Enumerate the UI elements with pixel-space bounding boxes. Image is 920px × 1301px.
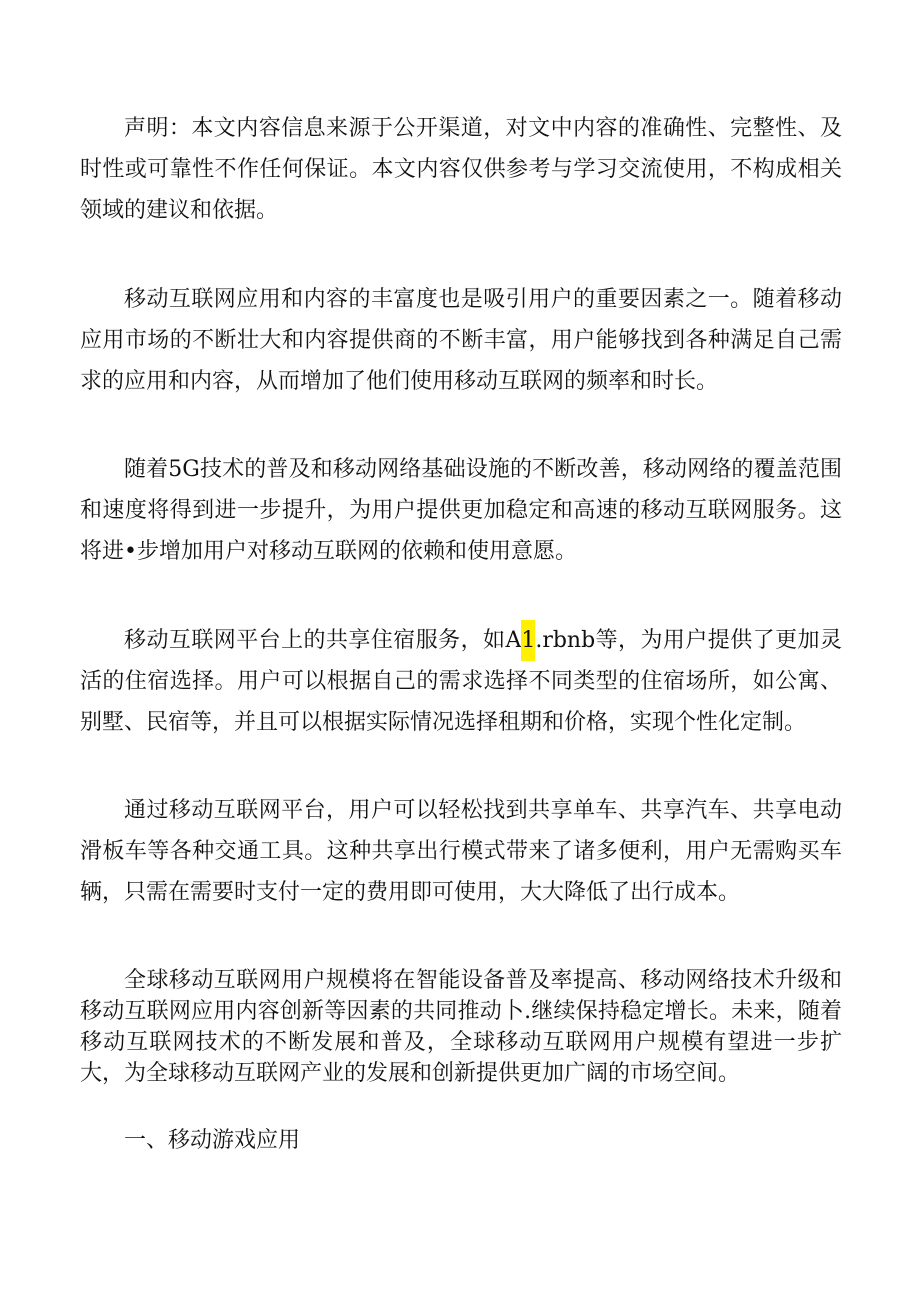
content-richness-paragraph: 移动互联网应用和内容的丰富度也是吸引用户的重要因素之一。随着移动应用市场的不断壮大和内容提供商的不断丰富，用户能够找到各种满足自己需求的应用和内容，从而增加了他们使用移动互联网的频率和时长。 <box>80 287 842 394</box>
section-heading: 一、移动游戏应用 <box>124 1128 301 1153</box>
global-users-paragraph: 全球移动互联网用户规模将在智能设备普及率提高、移动网络技术升级和移动互联网应用内容创新等因素的共同推动卜.继续保持稳定增长。未来，随着移动互联网技术的不断发展和普及，全球移动互联网用户规模有望进一步扩大，为全球移动互联网产业的发展和创新提供更加广阔的市场空间。 <box>80 968 842 1086</box>
lodging-text-start: 移动互联网平台上的共享住宿服务，如A <box>124 628 522 653</box>
highlighted-text: 1 <box>521 620 535 661</box>
5g-network-paragraph: 随着5G技术的普及和移动网络基础设施的不断改善，移动网络的覆盖范围和速度将得到进一步提升，为用户提供更加稳定和高速的移动互联网服务。这将进•步增加用户对移动互联网的依赖和使用意愿。 <box>80 457 842 564</box>
shared-lodging-paragraph <box>80 620 842 743</box>
lodging-text-end: .rbnb等，为用户提供了更加灵活的住宿选择。用户可以根据自己的需求选择不同类型的住宿场所，如公寓、别墅、民宿等，并且可以根据实际情况选择租期和价格，实现个性化定制。 <box>80 628 842 735</box>
disclaimer-paragraph: 声明：本文内容信息来源于公开渠道，对文中内容的准确性、完整性、及时性或可靠性不作任何保证。本文内容仅供参考与学习交流使用，不构成相关领域的建议和依据。 <box>80 116 842 223</box>
shared-transport-paragraph: 通过移动互联网平台，用户可以轻松找到共享单车、共享汽车、共享电动滑板车等各种交通工具。这种共享出行模式带来了诸多便利，用户无需购买车辆，只需在需要时支付一定的费用即可使用，大大降低了出行成本。 <box>80 798 842 905</box>
